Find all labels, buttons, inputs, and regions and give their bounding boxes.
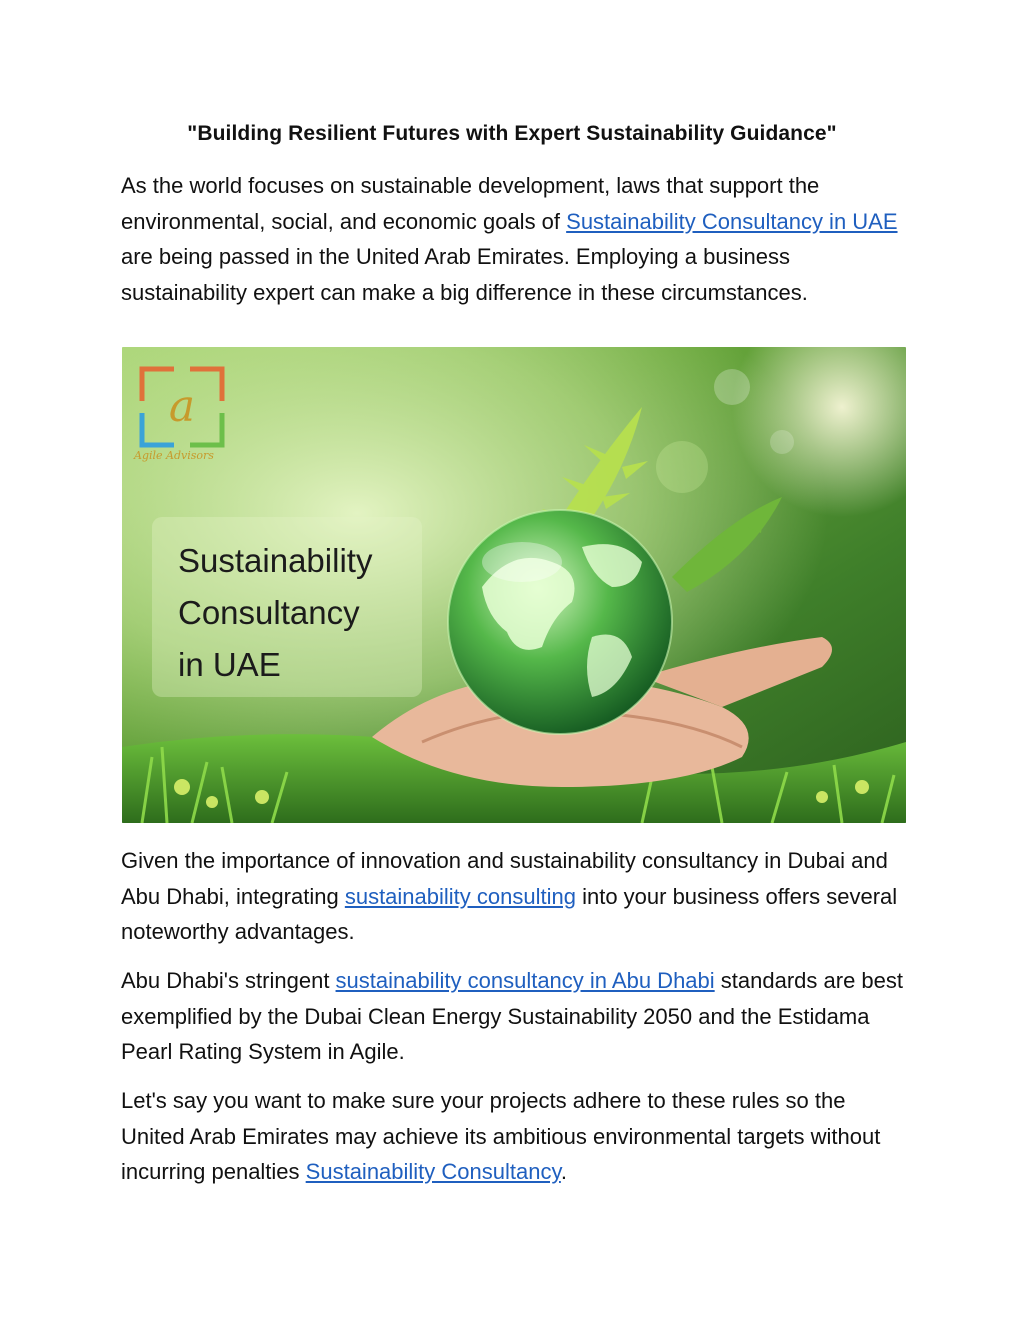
intro-text-before: As the world focuses on sustainable development, laws that support the environmental, social, and economic goals of — [121, 173, 820, 234]
agile-advisors-logo — [134, 361, 230, 471]
sustainability-consultancy-uae-link[interactable]: Sustainability Consultancy in UAE — [566, 208, 898, 234]
advantages-paragraph — [121, 843, 911, 950]
compliance-text-after: . — [560, 1159, 567, 1184]
sustainability-consulting-link[interactable]: sustainability consulting — [344, 883, 576, 909]
standards-text-before: Abu Dhabi's stringent — [121, 968, 336, 993]
sustainability-consultancy-abu-dhabi-link[interactable]: sustainability consultancy in Abu Dhabi — [335, 968, 715, 993]
hero-heading — [178, 535, 372, 691]
compliance-paragraph — [121, 1083, 911, 1190]
logo-bracket-icon — [134, 361, 230, 449]
intro-text-after: are being passed in the United Arab Emirates. Employing a business sustainability expert can make a big difference in these circumstances. — [121, 244, 808, 305]
svg-text:a: a — [168, 381, 196, 432]
intro-paragraph — [121, 168, 911, 310]
compliance-text-before: Let's say you want to make sure your projects adhere to these rules so the United Arab Emirates may achieve its ambitious environmental targets without incurring penalties — [121, 1088, 881, 1184]
document-title: "Building Resilient Futures with Expert Sustainability Guidance" — [187, 122, 837, 145]
standards-paragraph — [121, 963, 911, 1070]
sustainability-consultancy-link[interactable]: Sustainability Consultancy — [305, 1159, 561, 1184]
standards-text-after: standards are best exemplified by the Dubai Clean Energy Sustainability 2050 and the Estidama Pearl Rating System in Agile. — [121, 968, 904, 1064]
logo-caption: Agile Advisors — [134, 449, 214, 462]
hero-heading-line-3: in UAE — [178, 646, 281, 683]
hero-heading-line-1: Sustainability — [178, 542, 373, 579]
advantages-text-after: into your business offers several noteworthy advantages. — [121, 883, 898, 944]
hero-heading-line-2: Consultancy — [178, 594, 360, 631]
hero-image — [122, 347, 906, 823]
advantages-text-before: Given the importance of innovation and sustainability consultancy in Dubai and Abu Dhabi, integrating — [121, 848, 888, 909]
